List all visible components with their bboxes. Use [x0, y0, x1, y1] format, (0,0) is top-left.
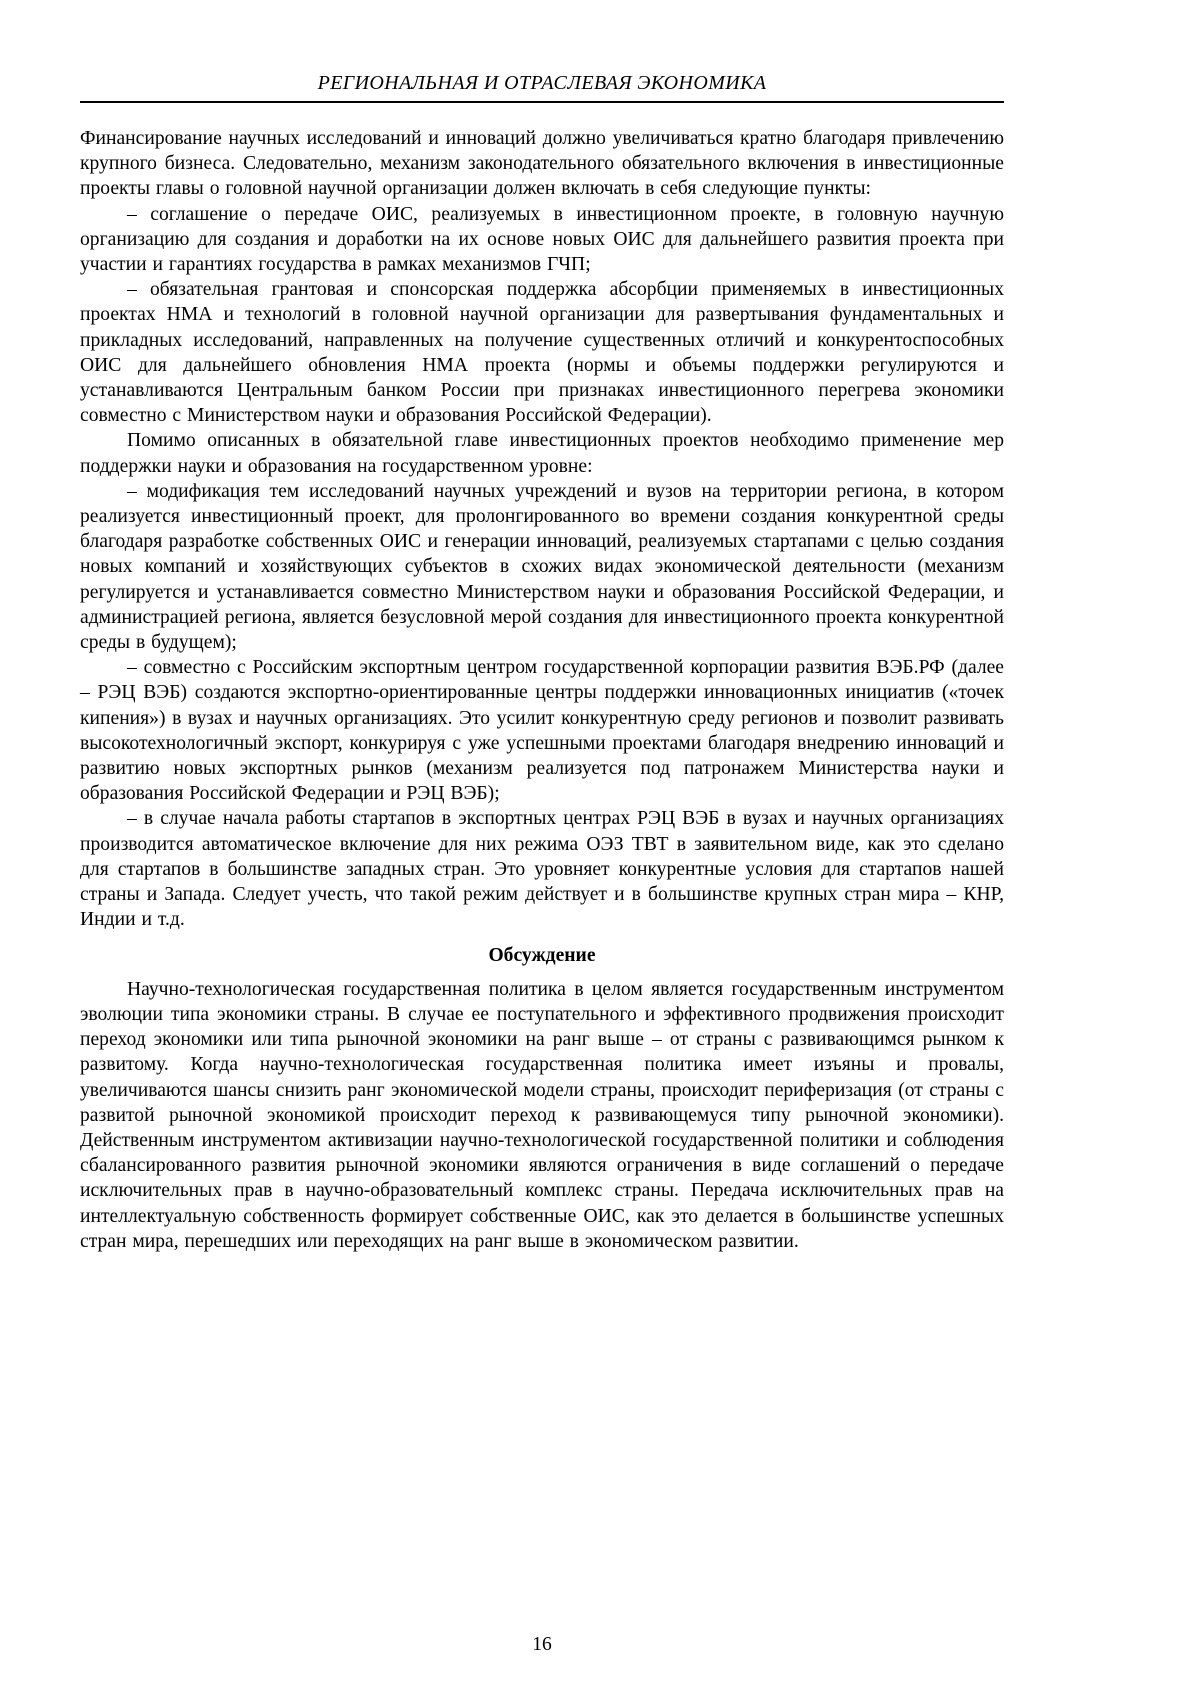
- page-number: 16: [532, 1634, 552, 1655]
- paragraph: Помимо описанных в обязательной главе инвестиционных проектов необходимо применение мер поддержки науки и образования на государственном уровне:: [80, 430, 1004, 477]
- page-content: [80, 70, 1004, 1254]
- paragraph: Финансирование научных исследований и инноваций должно увеличиваться кратно благодаря привлечению крупного бизнеса. Следовательно, механизм законодательного обязательного включения в инвестиционные проекты главы о головной научной организации должен включать в себя следующие пункты:: [80, 128, 1004, 200]
- list-paragraph: – совместно с Российским экспортным центром государственной корпорации развития ВЭБ.РФ (далее – РЭЦ ВЭБ) создаются экспортно-ориентированные центры поддержки инновационных инициатив («точек кипения») в вузах и научных организациях. Это усилит конкурентную среду регионов и позволит развивать высокотехнологичный экспорт, конкурируя с уже успешными проектами благодаря внедрению инноваций и развитию новых экспортных рынков (механизм реализуется под патронажем Министерства науки и образования Российской Федерации и РЭЦ ВЭБ);: [80, 657, 1004, 805]
- list-paragraph: – соглашение о передаче ОИС, реализуемых в инвестиционном проекте, в головную научную организацию для создания и доработки на их основе новых ОИС для дальнейшего развития проекта при участии и гарантиях государства в рамках механизмов ГЧП;: [80, 203, 1004, 276]
- list-paragraph: – модификация тем исследований научных учреждений и вузов на территории региона, в котором реализуется инвестиционный проект, для пролонгированного во времени создания конкурентной среды благодаря разработке собственных ОИС и генерации инноваций, реализуемых стартапами с целью создания новых компаний и хозяйствующих субъектов в схожих видах экономической деятельности (механизм регулируется и устанавливается совместно Министерством науки и образования Российской Федерации, и администрацией региона, является безусловной мерой создания для инвестиционного проекта конкурентной среды в будущем);: [80, 480, 1004, 654]
- section-heading: Обсуждение: [488, 944, 596, 966]
- list-paragraph: – обязательная грантовая и спонсорская поддержка абсорбции применяемых в инвестиционных проектах НМА и технологий в головной научной организации для развертывания фундаментальных и прикладных исследований, направленных на получение существенных отличий и конкурентоспособных ОИС для дальнейшего обновления НМА проекта (нормы и объемы поддержки регулируются и устанавливаются Центральным банком России при признаках инвестиционного перегрева экономики совместно с Министерством науки и образования Российской Федерации).: [80, 279, 1004, 427]
- paragraph: Научно-технологическая государственная политика в целом является государственным инструментом эволюции типа экономики страны. В случае ее поступательного и эффективного продвижения происходит переход экономики или типа рыночной экономики на ранг выше – от страны с развивающимся рынком к развитому. Когда научно-технологическая государственная политика имеет изъяны и провалы, увеличиваются шансы снизить ранг экономической модели страны, происходит периферизация (от страны с развитой рыночной экономикой происходит переход к развивающемуся типу рыночной экономики). Действенным инструментом активизации научно-технологической государственной политики и соблюдения сбалансированного развития рыночной экономики являются ограничения в виде соглашений о передаче исключительных прав в научно-образовательный комплекс страны. Передача исключительных прав на интеллектуальную собственность формирует собственные ОИС, как это делается в большинстве успешных стран мира, перешедших или переходящих на ранг выше в экономическом развитии.: [80, 978, 1004, 1252]
- body-text: [80, 126, 1004, 1254]
- running-header: РЕГИОНАЛЬНАЯ И ОТРАСЛЕВАЯ ЭКОНОМИКА: [80, 70, 1004, 103]
- list-paragraph: – в случае начала работы стартапов в экспортных центрах РЭЦ ВЭБ в вузах и научных организациях производится автоматическое включение для них режима ОЭЗ ТВТ в заявительном виде, как это сделано для стартапов в большинстве западных стран. Это уровняет конкурентные условия для стартапов нашей страны и Запада. Следует учесть, что такой режим действует и в большинстве крупных стран мира – КНР, Индии и т.д.: [80, 808, 1004, 931]
